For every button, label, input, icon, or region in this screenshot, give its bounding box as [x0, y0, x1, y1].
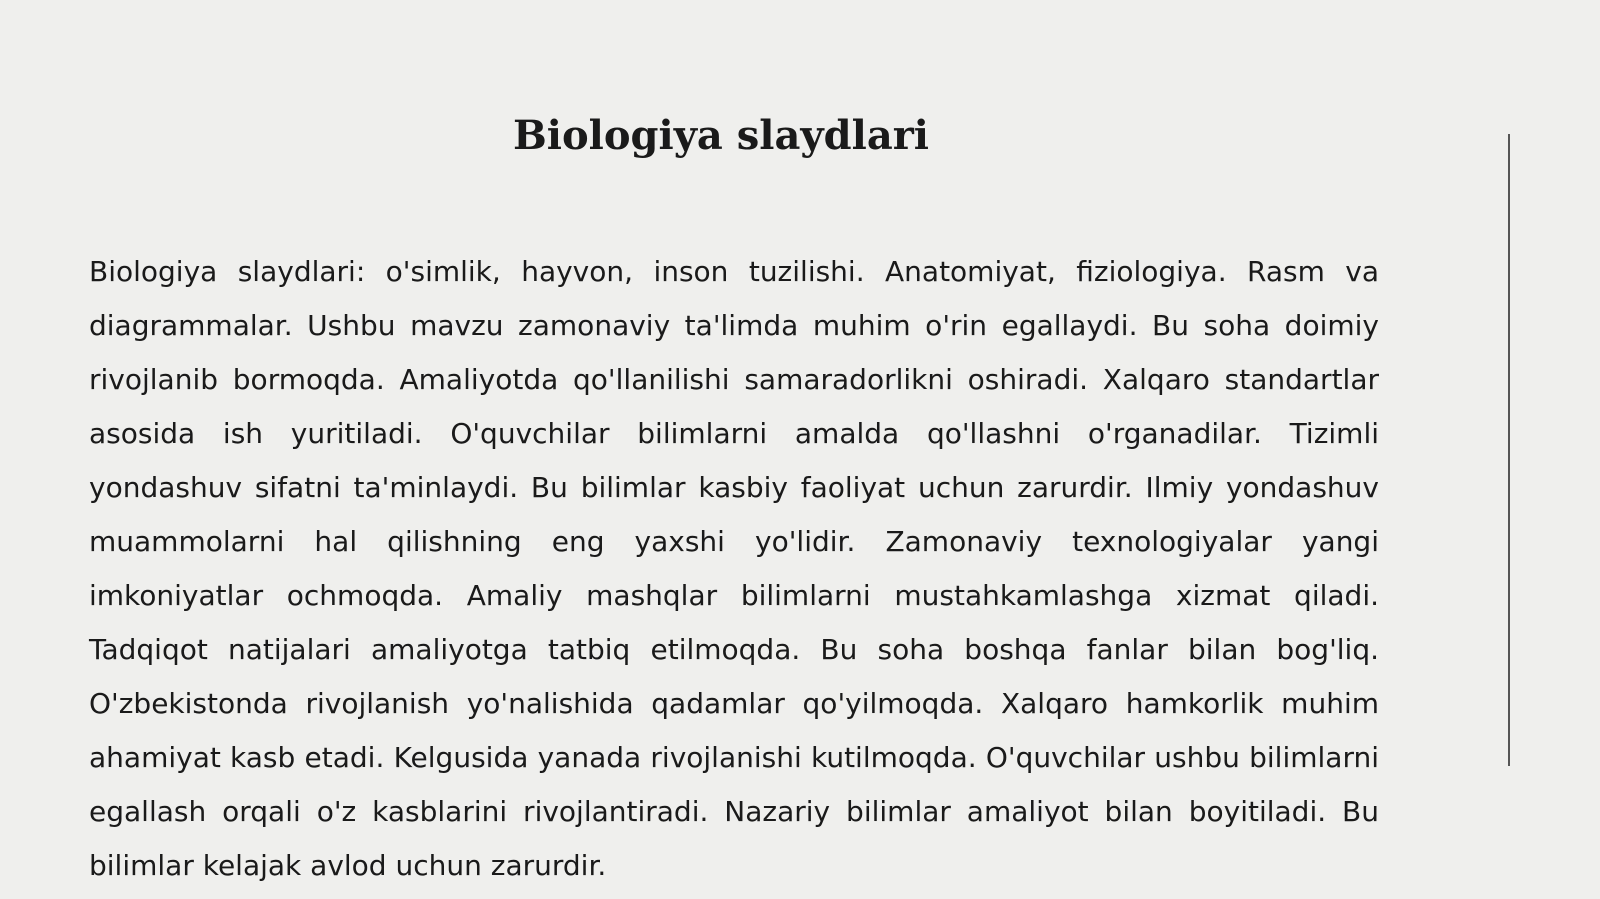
slide-title: Biologiya slaydlari — [512, 112, 930, 159]
vertical-divider — [1508, 134, 1510, 766]
slide-body-text: Biologiya slaydlari: o'simlik, hayvon, inson tuzilishi. Anatomiyat, fiziologiya. Rasm va diagrammalar. Ushbu mavzu zamonaviy ta'limda muhim o'rin egallaydi. Bu soha doimiy rivojlanib bormoqda. Amaliyotda qo'llanilishi samaradorlikni oshiradi. Xalqaro standartlar asosida ish yuritiladi. O'quvchilar bilimlarni amalda qo'llashni o'rganadilar. Tizimli yondashuv sifatni ta'minlaydi. Bu bilimlar kasbiy faoliyat uchun zarurdir. Ilmiy yondashuv muammolarni hal qilishning eng yaxshi yo'lidir. Zamonaviy texnologiyalar yangi imkoniyatlar ochmoqda. Amaliy mashqlar bilimlarni mustahkamlashga xizmat qiladi. Tadqiqot natijalari amaliyotga tatbiq etilmoqda. Bu soha boshqa fanlar bilan bog'liq. O'zbekistonda rivojlanish yo'nalishida qadamlar qo'yilmoqda. Xalqaro hamkorlik muhim ahamiyat kasb etadi. Kelgusida yanada rivojlanishi kutilmoqda. O'quvchilar ushbu bilimlarni egallash orqali o'z kasblarini rivojlantiradi. Nazariy bilimlar amaliyot bilan boyitiladi. Bu bilimlar kelajak avlod uchun zarurdir. — [89, 255, 1379, 882]
